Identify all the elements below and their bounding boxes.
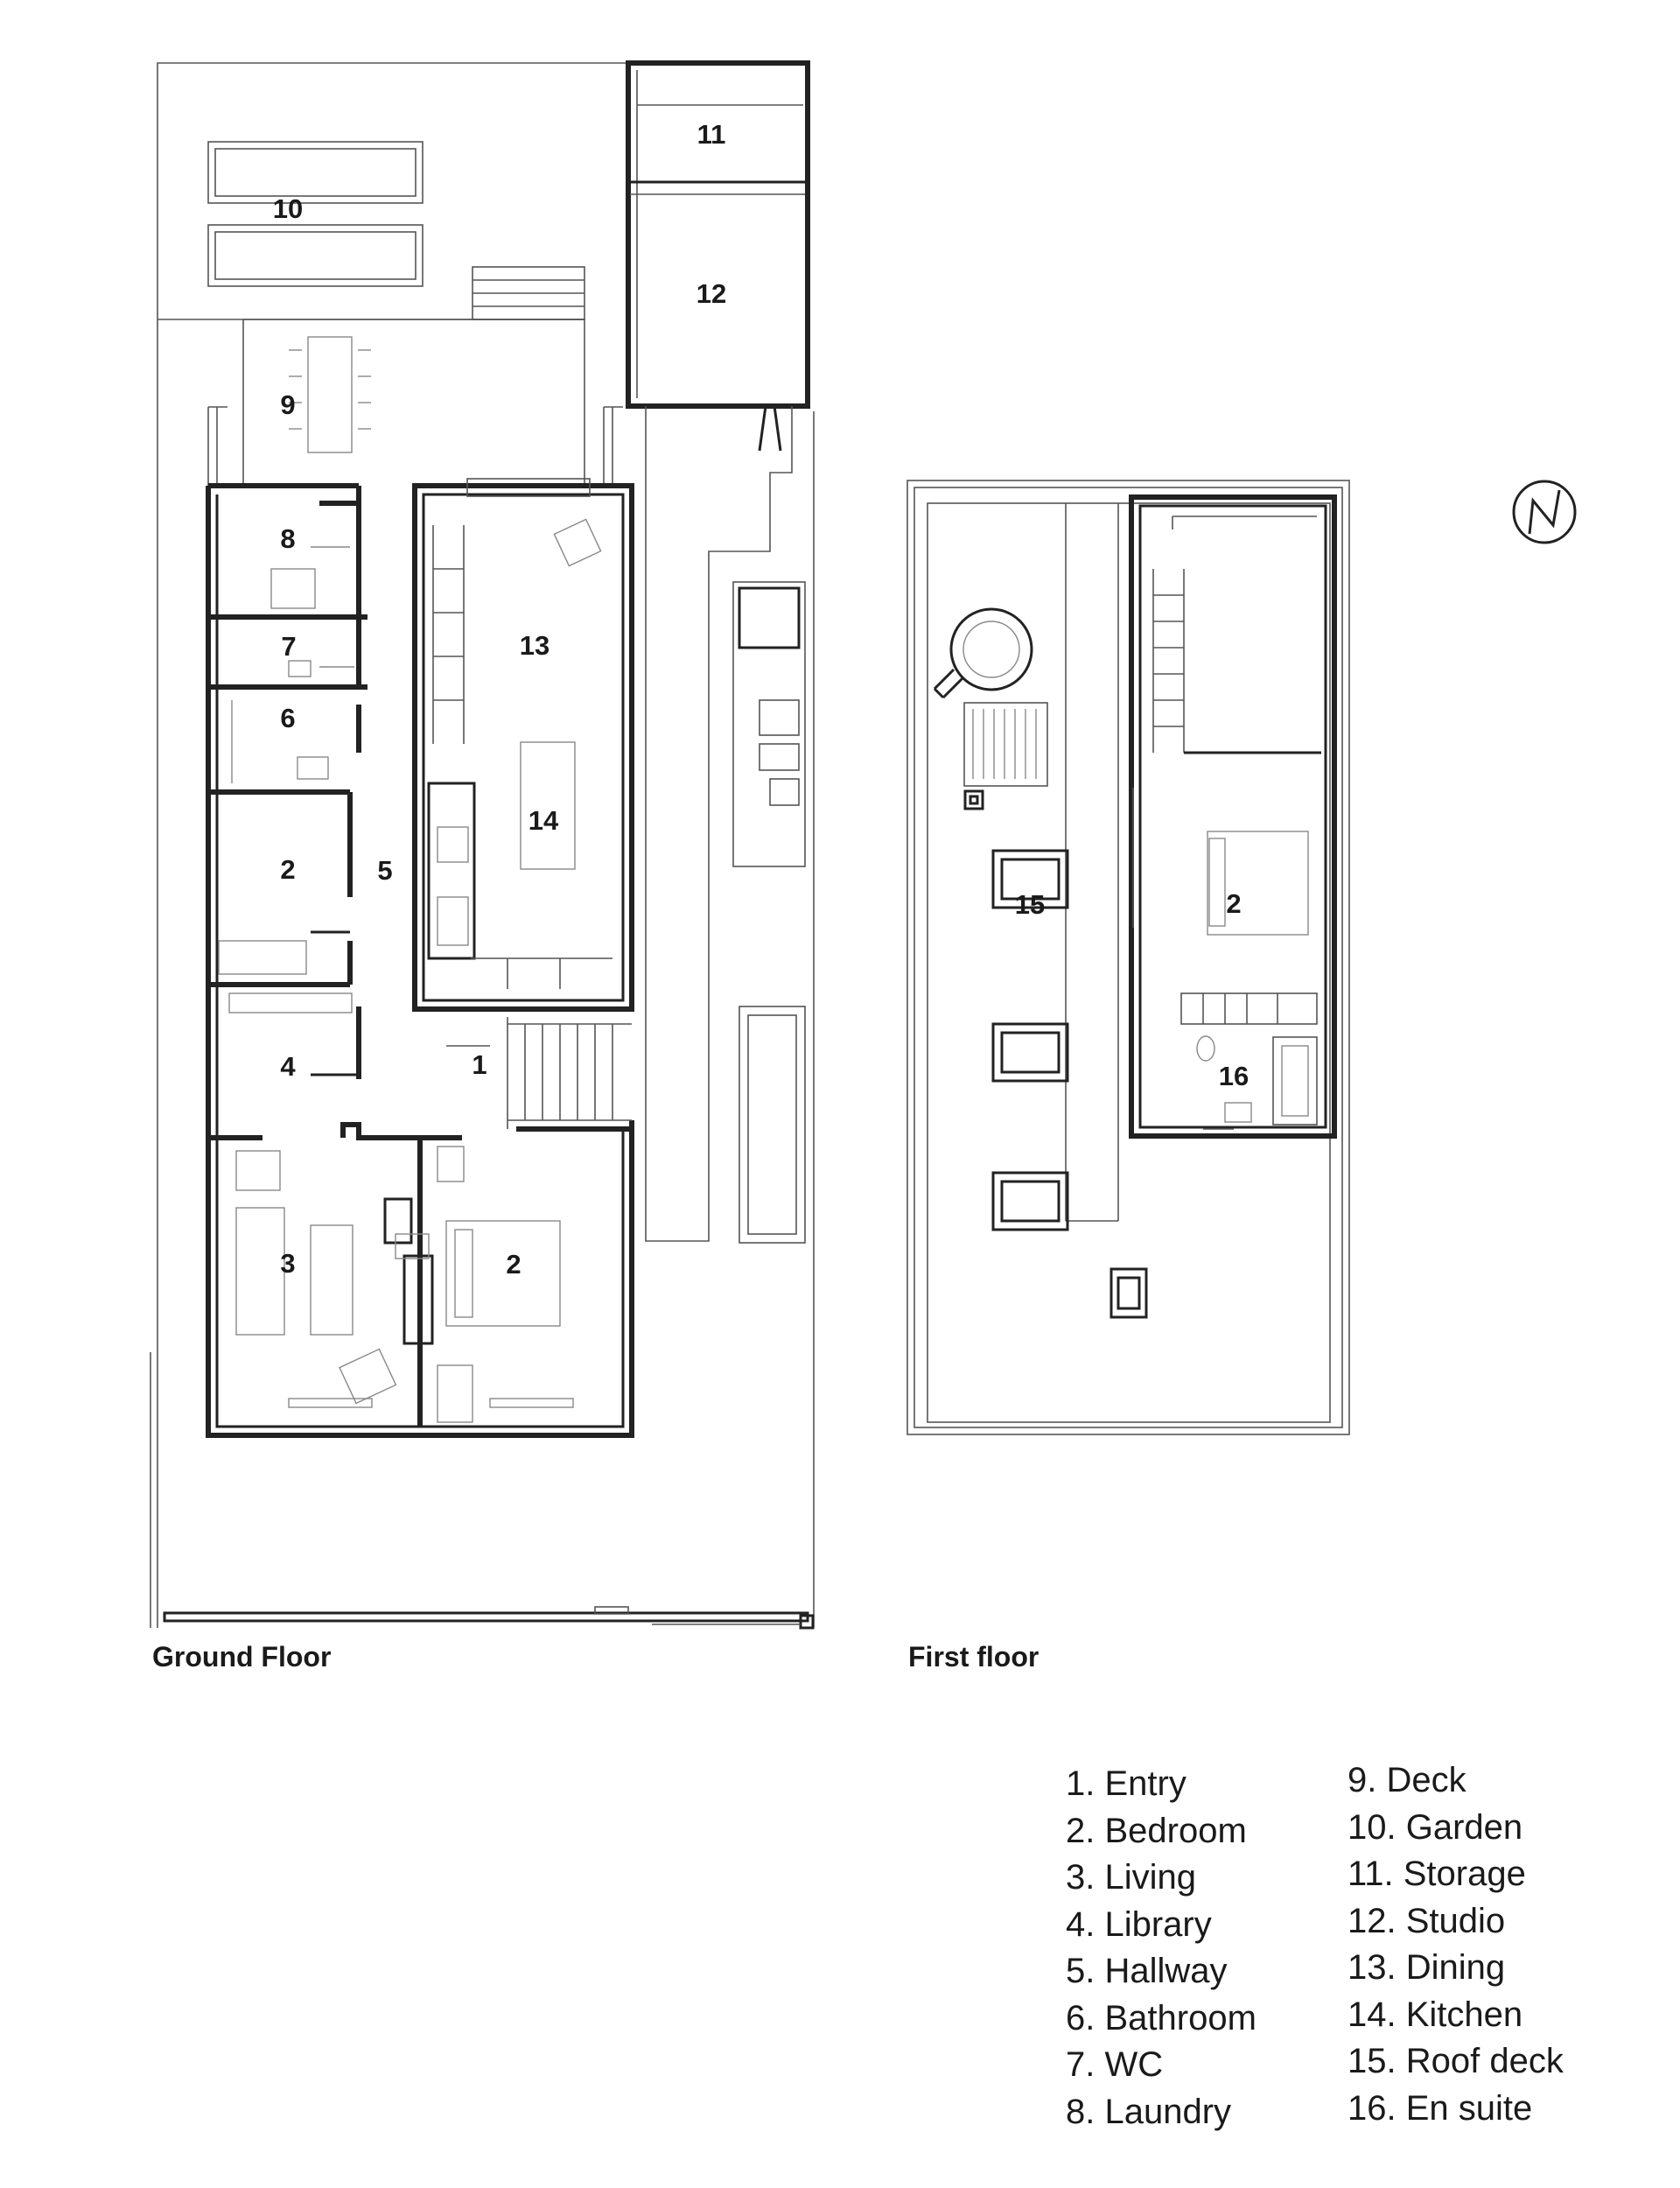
- main-house-walls: [208, 479, 632, 1435]
- label-first-bedroom: 2: [1226, 888, 1242, 920]
- label-hallway: 5: [377, 855, 393, 887]
- label-laundry: 8: [280, 523, 296, 555]
- ground-floor-plan: [150, 63, 814, 1628]
- first-floor-caption: First floor: [908, 1641, 1040, 1673]
- legend-item: 14. Kitchen: [1348, 1995, 1523, 2034]
- label-living: 3: [280, 1248, 296, 1280]
- legend-item: 16. En suite: [1348, 2088, 1533, 2128]
- label-entry: 1: [472, 1049, 487, 1081]
- label-dining: 13: [519, 630, 550, 662]
- first-floor-plan: [907, 480, 1349, 1434]
- legend-item: 7. WC: [1066, 2045, 1164, 2084]
- legend-item: 6. Bathroom: [1066, 1998, 1256, 2037]
- legend-item: 5. Hallway: [1066, 1952, 1228, 1990]
- label-library: 4: [280, 1051, 296, 1083]
- label-en-suite: 16: [1218, 1061, 1250, 1092]
- legend-item: 15. Roof deck: [1348, 2042, 1564, 2080]
- label-garden: 10: [272, 193, 304, 225]
- legend-item: 11. Storage: [1348, 1855, 1526, 1893]
- legend-column-1: [1066, 1761, 1256, 2135]
- legend-item: 3. Living: [1066, 1858, 1196, 1897]
- upper-pavilion: [1131, 497, 1334, 1136]
- legend-item: 2. Bedroom: [1066, 1811, 1247, 1850]
- label-bathroom: 6: [280, 703, 296, 734]
- label-kitchen: 14: [528, 805, 559, 837]
- label-bedroom-b: 2: [506, 1249, 522, 1280]
- side-path: [646, 406, 805, 1243]
- legend-item: 1. Entry: [1066, 1764, 1186, 1803]
- label-studio: 12: [696, 278, 727, 310]
- legend-item: 10. Garden: [1348, 1807, 1523, 1847]
- ground-floor-caption: Ground Floor: [152, 1641, 332, 1673]
- roof-deck-items: [934, 609, 1146, 1317]
- garden-area: [158, 142, 584, 319]
- legend-column-2: [1348, 1757, 1564, 2132]
- legend-item: 12. Studio: [1348, 1901, 1506, 1940]
- legend-item: 13. Dining: [1348, 1948, 1506, 1987]
- north-arrow-icon: [1514, 481, 1575, 543]
- deck-area: [208, 319, 623, 486]
- label-wc: 7: [281, 631, 297, 663]
- label-deck: 9: [280, 389, 296, 421]
- legend-item: 4. Library: [1066, 1904, 1212, 1944]
- legend-item: 9. Deck: [1348, 1761, 1466, 1799]
- label-roof-deck: 15: [1014, 889, 1046, 921]
- legend-item: 8. Laundry: [1066, 2092, 1232, 2131]
- label-bedroom-a: 2: [280, 854, 296, 886]
- label-storage: 11: [696, 119, 726, 151]
